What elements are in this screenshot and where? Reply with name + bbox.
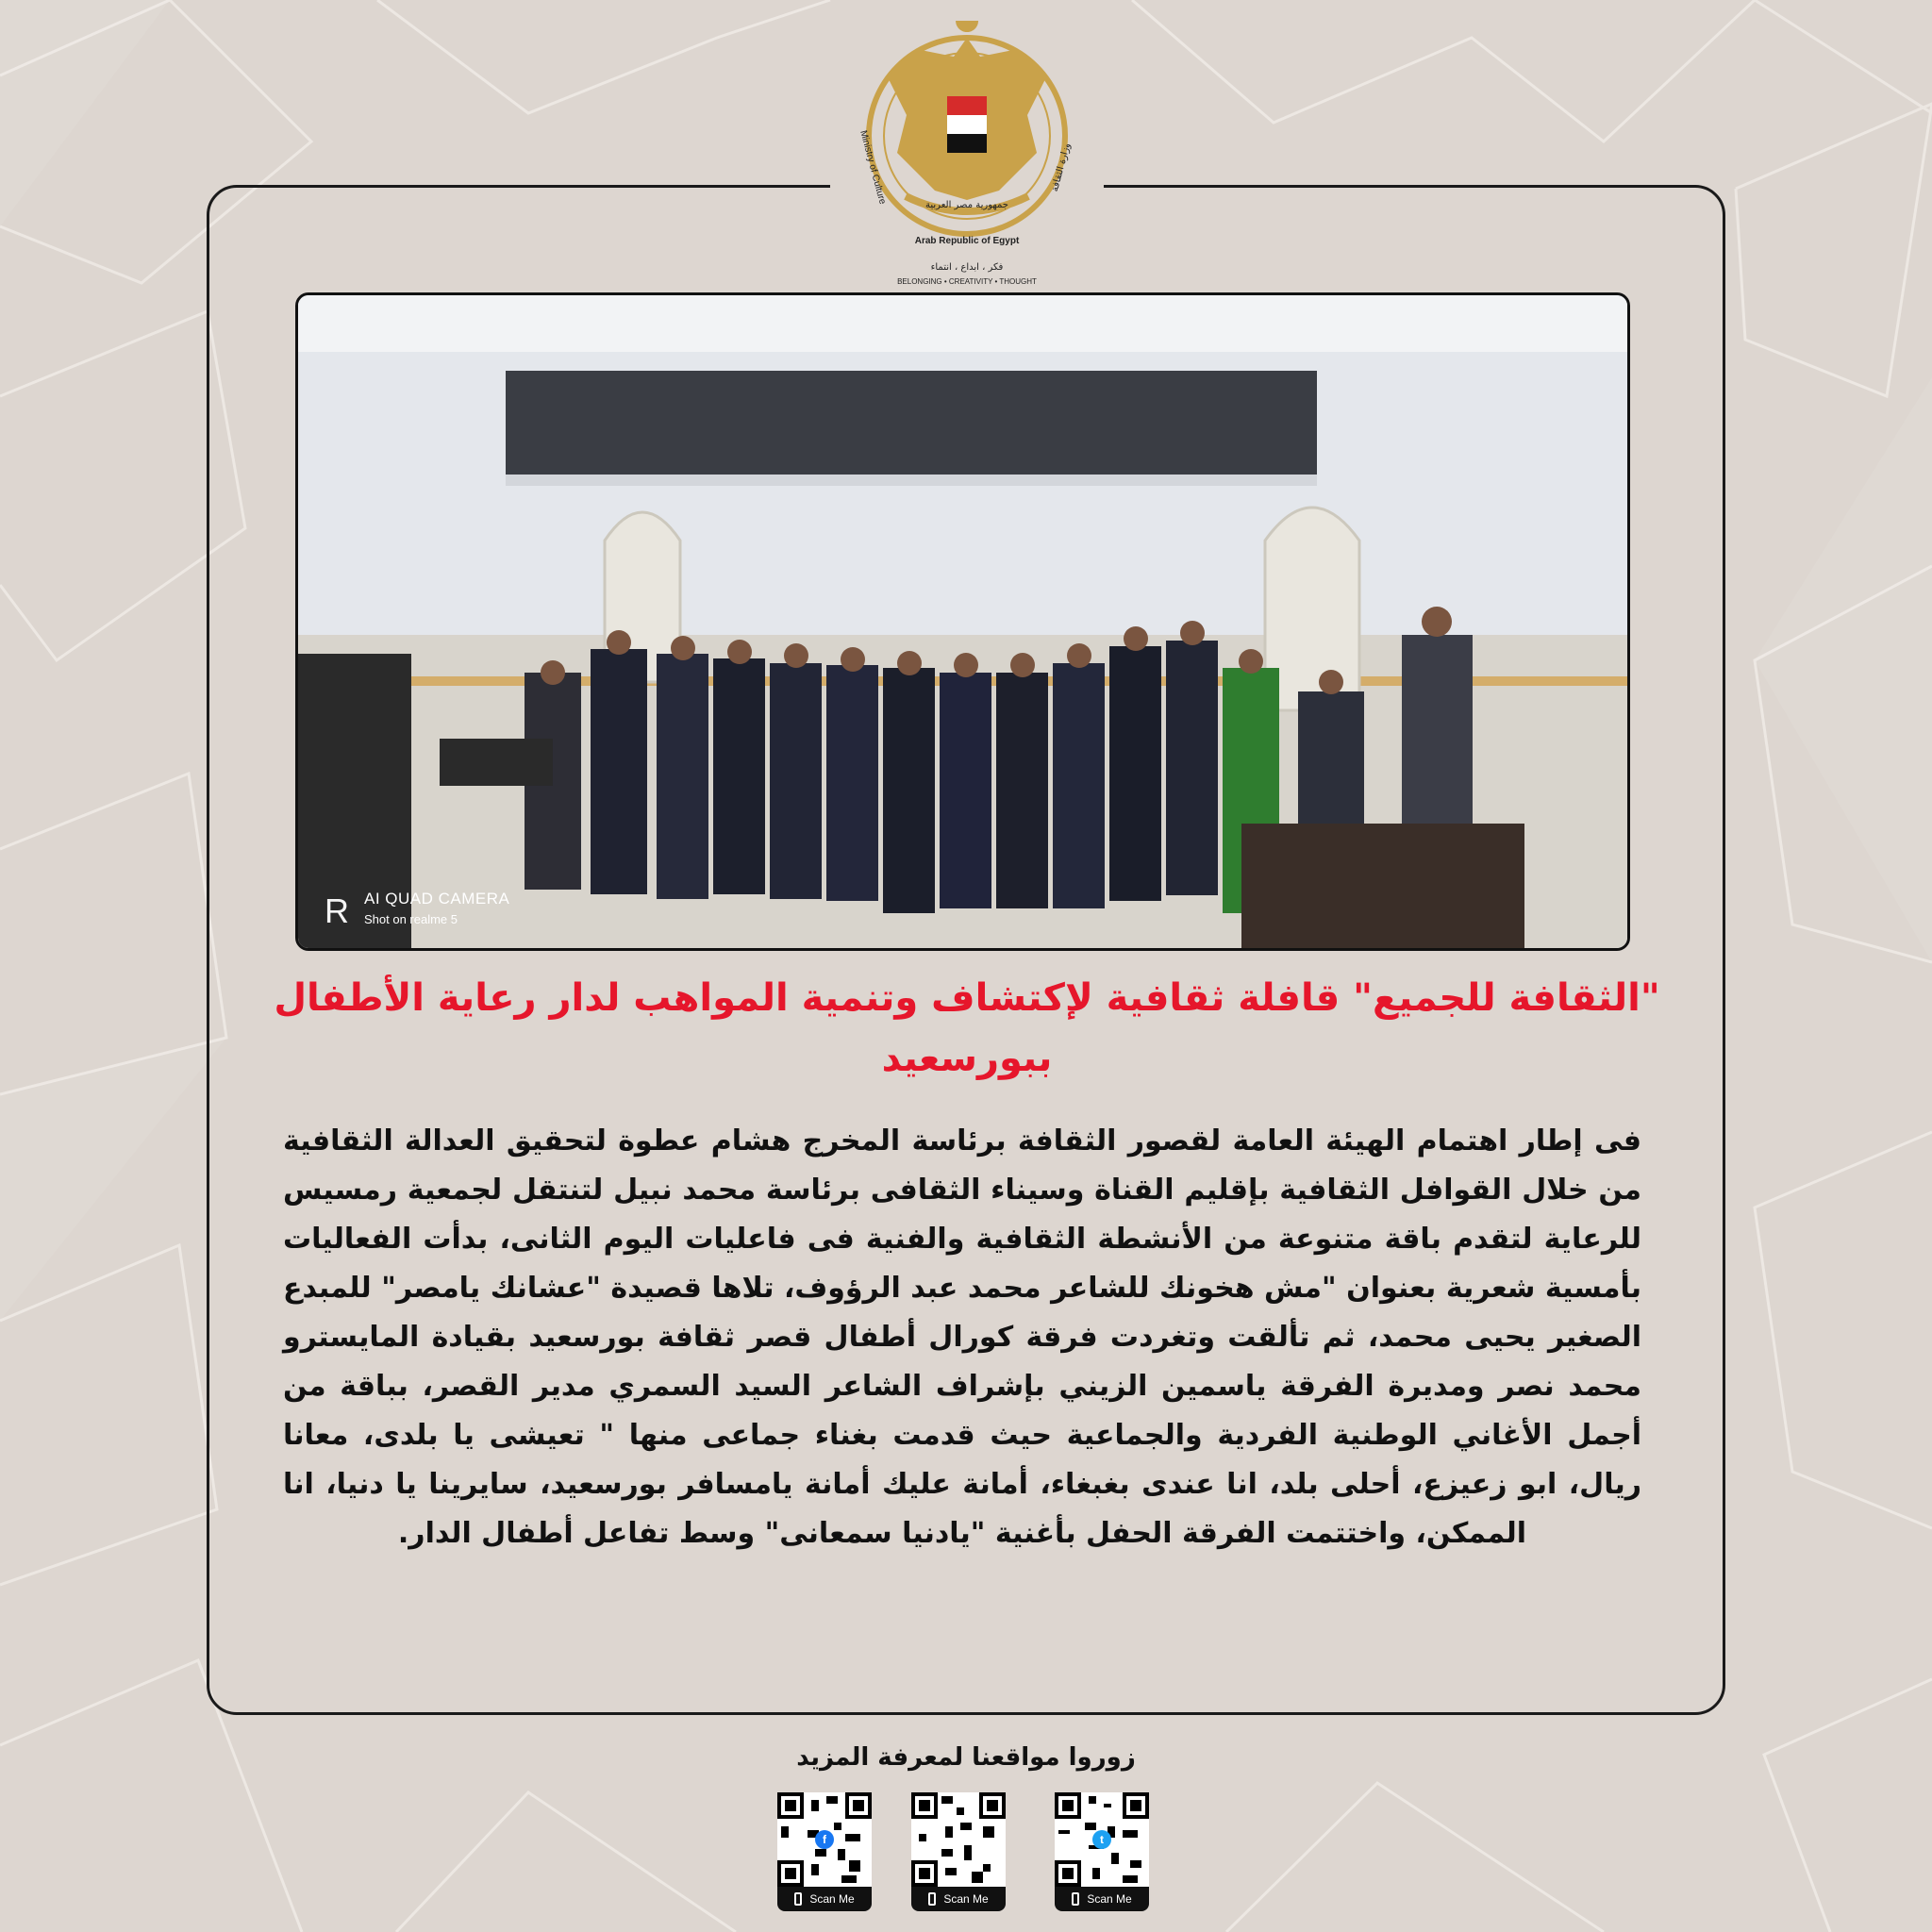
slogan-en: BELONGING • CREATIVITY • THOUGHT: [897, 277, 1037, 286]
visit-sites-caption: زوروا مواقعنا لمعرفة المزيد: [796, 1743, 1136, 1772]
phone-icon: [928, 1892, 936, 1906]
ministry-en: Ministry of Culture: [858, 129, 888, 206]
scan-me-bar: [777, 1887, 872, 1911]
article-body: فى إطار اهتمام الهيئة العامة لقصور الثقافة برئاسة المخرج هشام عطوة لتحقيق العدالة الثقافية من خلال القوافل الثقافية بإقليم القناة وسيناء الثقافى برئاسة محمد نبيل لتنتقل لجمعية رمسيس للرعاية لتقدم باقة متنوعة من الأنشطة الثقافية والفنية فى فاعليات اليوم الثانى، بدأت الفعاليات بأمسية شعرية بعنوان "مش هخونك للشاعر محمد عبد الرؤوف، تلاها قصيدة "عشانك يامصر" للمبدع الصغير يحيى محمد، ثم تألقت وتغردت فرقة كورال أطفال قصر ثقافة بورسعيد بقيادة المايسترو محمد نصر ومديرة الفرقة ياسمين الزيني بإشراف الشاعر السيد السمري مدير القصر، بباقة من أجمل الأغاني الوطنية الفردية والجماعية حيث قدمت بغناء جماعى منها " تعيشى يا بلدى، معانا ريال، ابو زعيزع، أحلى بلد، انا عندى بغبغاء، أمانة عليك أمانة يامسافر بورسعيد، سايرينا يا دنيا، انا الممكن، واختتمت الفرقة الحفل بأغنية "يادنيا سمعانى" وسط تفاعل أطفال الدار.: [283, 1124, 1641, 1550]
scan-me-label: Scan Me: [943, 1892, 989, 1906]
article-title: "الثقافة للجميع" قافلة ثقافية لإكتشاف وتنمية المواهب لدار رعاية الأطفال ببورسعيد: [274, 976, 1660, 1080]
event-photo: [295, 292, 1630, 951]
qr-pattern: [911, 1792, 1006, 1887]
scan-me-bar: [1055, 1887, 1149, 1911]
camera-brand-logo: R: [325, 891, 349, 930]
phone-icon: [1072, 1892, 1079, 1906]
qr-code-twitter[interactable]: [1055, 1792, 1149, 1913]
ministry-logo: [830, 21, 1104, 304]
twitter-icon: t: [1092, 1830, 1111, 1849]
facebook-icon: f: [815, 1830, 834, 1849]
ministry-ar: وزارة الثقافة: [1049, 142, 1074, 193]
country-ar: جمهورية مصر العربية: [925, 200, 1008, 210]
country-en: Arab Republic of Egypt: [914, 236, 1020, 246]
phone-icon: [794, 1892, 802, 1906]
camera-watermark-model: Shot on realme 5: [364, 912, 458, 926]
slogan-ar: فكر ، ابداع ، انتماء: [930, 262, 1004, 273]
qr-code-website[interactable]: [911, 1792, 1006, 1913]
scan-me-label: Scan Me: [809, 1892, 855, 1906]
scan-me-label: Scan Me: [1087, 1892, 1132, 1906]
scan-me-bar: [911, 1887, 1006, 1911]
camera-watermark-title: AI QUAD CAMERA: [364, 890, 510, 908]
qr-code-facebook[interactable]: [777, 1792, 872, 1913]
